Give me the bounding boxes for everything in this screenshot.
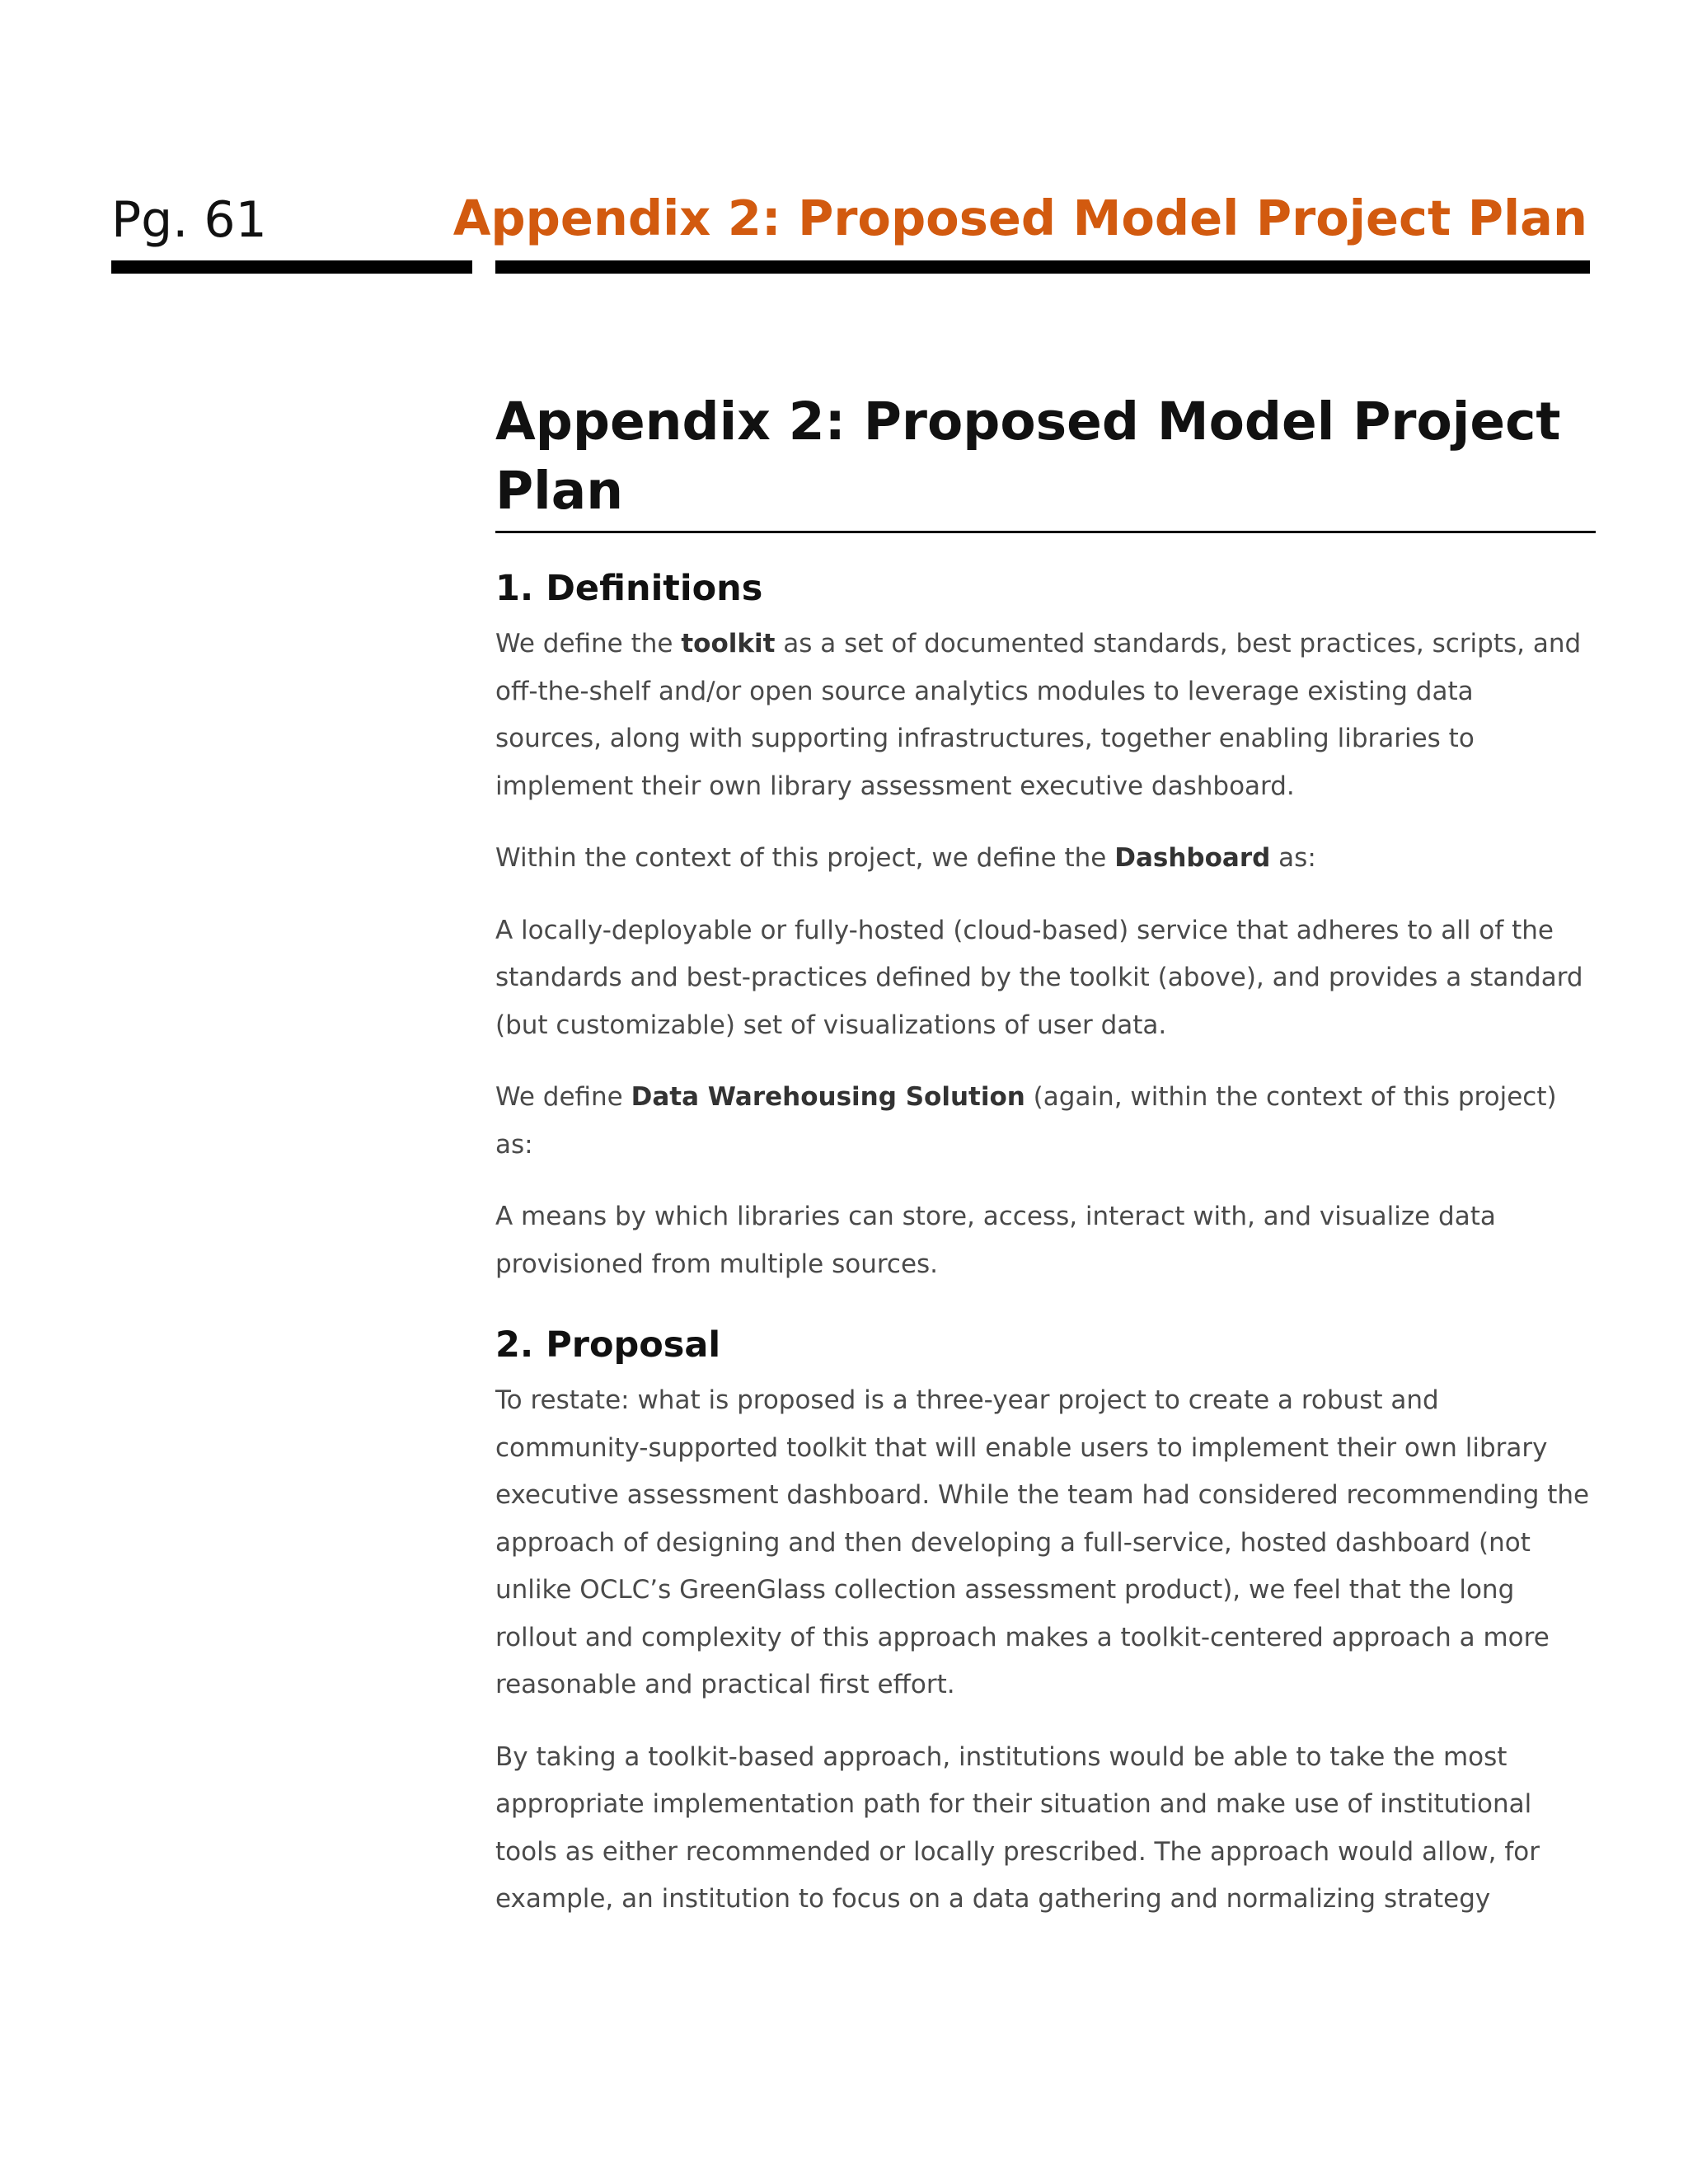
text-run: (again, within the context of this project) as: [495, 1082, 1557, 1160]
page-number: Pg. 61 [111, 191, 267, 249]
section-heading-proposal: 2. Proposal [495, 1324, 721, 1366]
text-run: as a set of documented standards, best practices, scripts, and off-the-shelf and/or open source analytics modules to leverage existing data sources, along with supporting infrastructures, together enabling libraries to implement their own library assessment executive dashboard. [495, 629, 1582, 801]
header-rule-right [495, 260, 1590, 274]
section-heading-definitions: 1. Definitions [495, 568, 763, 609]
paragraph-warehousing-intro [495, 1074, 1596, 1169]
text-run: We define [495, 1082, 631, 1112]
definitions-section [495, 565, 1596, 1288]
paragraph-toolkit-approach: By taking a toolkit-based approach, institutions would be able to take the most appropriate implementation path for their situation and make use of institutional tools as either recommended or locally prescribed. The approach would allow, for example, an institution to focus on a data gathering and normalizing strategy [495, 1741, 1540, 1914]
paragraph-dashboard-definition: A locally-deployable or fully-hosted (cloud-based) service that adheres to all of the standards and best-practices defined by the toolkit (above), and provides a standard (but customizable) set of visualizations of user data. [495, 915, 1583, 1040]
header-rule-left [111, 260, 472, 274]
page-content [495, 387, 1596, 1948]
term-dashboard: Dashboard [1114, 843, 1271, 873]
paragraph-proposal-restate: To restate: what is proposed is a three-year project to create a robust and community-supported toolkit that will enable users to implement their own library executive assessment dashboard. While the team had considered recommending the approach of designing and then developing a full-service, hosted dashboard (not unlike OCLC’s GreenGlass collection assessment product), we feel that the long rollout and complexity of this approach makes a toolkit-centered approach a more reasonable and practical first effort. [495, 1385, 1590, 1699]
term-toolkit: toolkit [681, 629, 776, 658]
running-title: Appendix 2: Proposed Model Project Plan [452, 190, 1587, 246]
text-run: as: [1270, 843, 1316, 873]
chapter-title: Appendix 2: Proposed Model Project Plan [495, 387, 1596, 533]
paragraph-toolkit-definition [495, 621, 1596, 810]
text-run: We define the [495, 629, 682, 658]
text-run: Within the context of this project, we define the [495, 843, 1115, 873]
proposal-section [495, 1321, 1596, 1924]
paragraph-warehousing-definition: A means by which libraries can store, access, interact with, and visualize data provisioned from multiple sources. [495, 1202, 1496, 1279]
paragraph-dashboard-intro [495, 835, 1596, 883]
term-data-warehousing: Data Warehousing Solution [631, 1082, 1025, 1112]
